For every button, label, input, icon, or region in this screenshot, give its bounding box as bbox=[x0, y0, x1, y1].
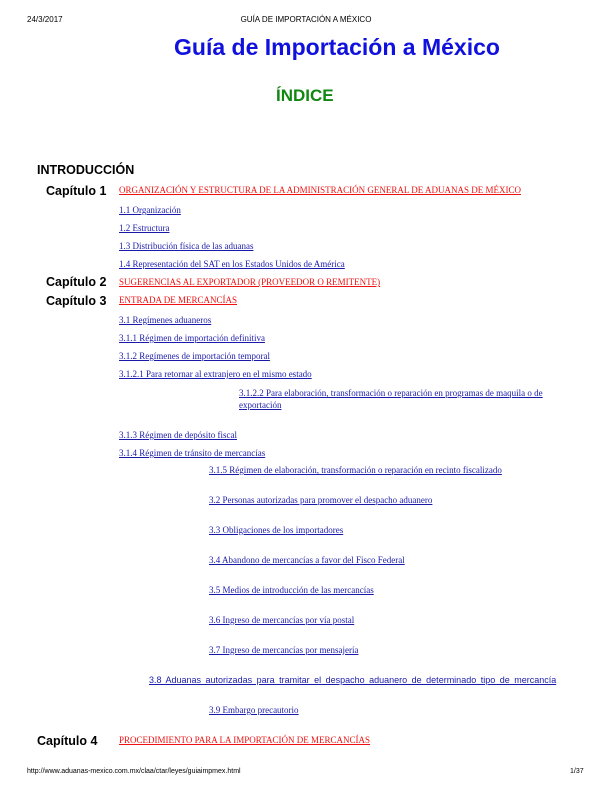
toc-link-3-5[interactable]: 3.5 Medios de introducción de las mercancías bbox=[209, 585, 374, 595]
toc-link-3-1-2-1[interactable]: 3.1.2.1 Para retornar al extranjero en el mismo estado bbox=[119, 369, 312, 379]
toc-link-3-7[interactable]: 3.7 Ingreso de mercancías por mensajería bbox=[209, 645, 359, 655]
toc-link-1-3[interactable]: 1.3 Distribución física de las aduanas bbox=[119, 241, 254, 251]
chapter-1-label: Capítulo 1 bbox=[46, 184, 107, 198]
toc-link-3-1-2-2[interactable]: 3.1.2.2 Para elaboración, transformación o reparación en programas de maquila o de exportación bbox=[239, 388, 543, 410]
chapter-3-link[interactable]: ENTRADA DE MERCANCÍAS bbox=[119, 295, 238, 305]
print-title: GUÍA DE IMPORTACIÓN A MÉXICO bbox=[240, 15, 372, 24]
toc-link-3-1-1[interactable]: 3.1.1 Régimen de importación definitiva bbox=[119, 333, 265, 343]
toc-link-3-3[interactable]: 3.3 Obligaciones de los importadores bbox=[209, 525, 344, 535]
toc-link-3-8[interactable]: 3.8 Aduanas autorizadas para tramitar el despacho aduanero de determinado tipo de mercancía bbox=[149, 675, 557, 685]
page-title: Guía de Importación a México bbox=[174, 34, 500, 60]
chapter-4-label: Capítulo 4 bbox=[37, 734, 98, 748]
print-date: 24/3/2017 bbox=[27, 15, 63, 24]
chapter-2-label: Capítulo 2 bbox=[46, 275, 107, 289]
toc-link-3-1-3[interactable]: 3.1.3 Régimen de depósito fiscal bbox=[119, 430, 237, 440]
toc-link-3-1-4[interactable]: 3.1.4 Régimen de tránsito de mercancías bbox=[119, 448, 266, 458]
chapter-4-link[interactable]: PROCEDIMIENTO PARA LA IMPORTACIÓN DE MERCANCÍAS bbox=[119, 735, 371, 745]
toc-link-3-1[interactable]: 3.1 Regímenes aduaneros bbox=[119, 315, 212, 325]
print-url: http://www.aduanas-mexico.com.mx/claa/ctar/leyes/guiaimpmex.html bbox=[27, 768, 241, 775]
chapter-1-link[interactable]: ORGANIZACIÓN Y ESTRUCTURA DE LA ADMINISTRACIÓN GENERAL DE ADUANAS DE MÉXICO bbox=[119, 185, 521, 195]
toc-link-3-1-5[interactable]: 3.1.5 Régimen de elaboración, transformación o reparación en recinto fiscalizado bbox=[209, 465, 502, 475]
toc-link-1-2[interactable]: 1.2 Estructura bbox=[119, 223, 170, 233]
toc-link-3-2[interactable]: 3.2 Personas autorizadas para promover el despacho aduanero bbox=[209, 495, 433, 505]
toc-link-1-1[interactable]: 1.1 Organización bbox=[119, 205, 181, 215]
toc-link-3-9[interactable]: 3.9 Embargo precautorio bbox=[209, 705, 299, 715]
intro-link[interactable]: INTRODUCCIÓN bbox=[37, 163, 135, 177]
toc-link-3-4[interactable]: 3.4 Abandono de mercancías a favor del Fisco Federal bbox=[209, 555, 405, 565]
toc-link-1-4[interactable]: 1.4 Representación del SAT en los Estados Unidos de América bbox=[119, 259, 345, 269]
chapter-2-link[interactable]: SUGERENCIAS AL EXPORTADOR (PROVEEDOR O REMITENTE) bbox=[119, 277, 381, 287]
toc-link-3-1-2[interactable]: 3.1.2 Regímenes de importación temporal bbox=[119, 351, 270, 361]
chapter-3-label: Capítulo 3 bbox=[46, 294, 107, 308]
toc-link-3-6[interactable]: 3.6 Ingreso de mercancías por vía postal bbox=[209, 615, 355, 625]
index-heading: ÍNDICE bbox=[276, 86, 334, 105]
print-page-number: 1/37 bbox=[570, 768, 584, 775]
